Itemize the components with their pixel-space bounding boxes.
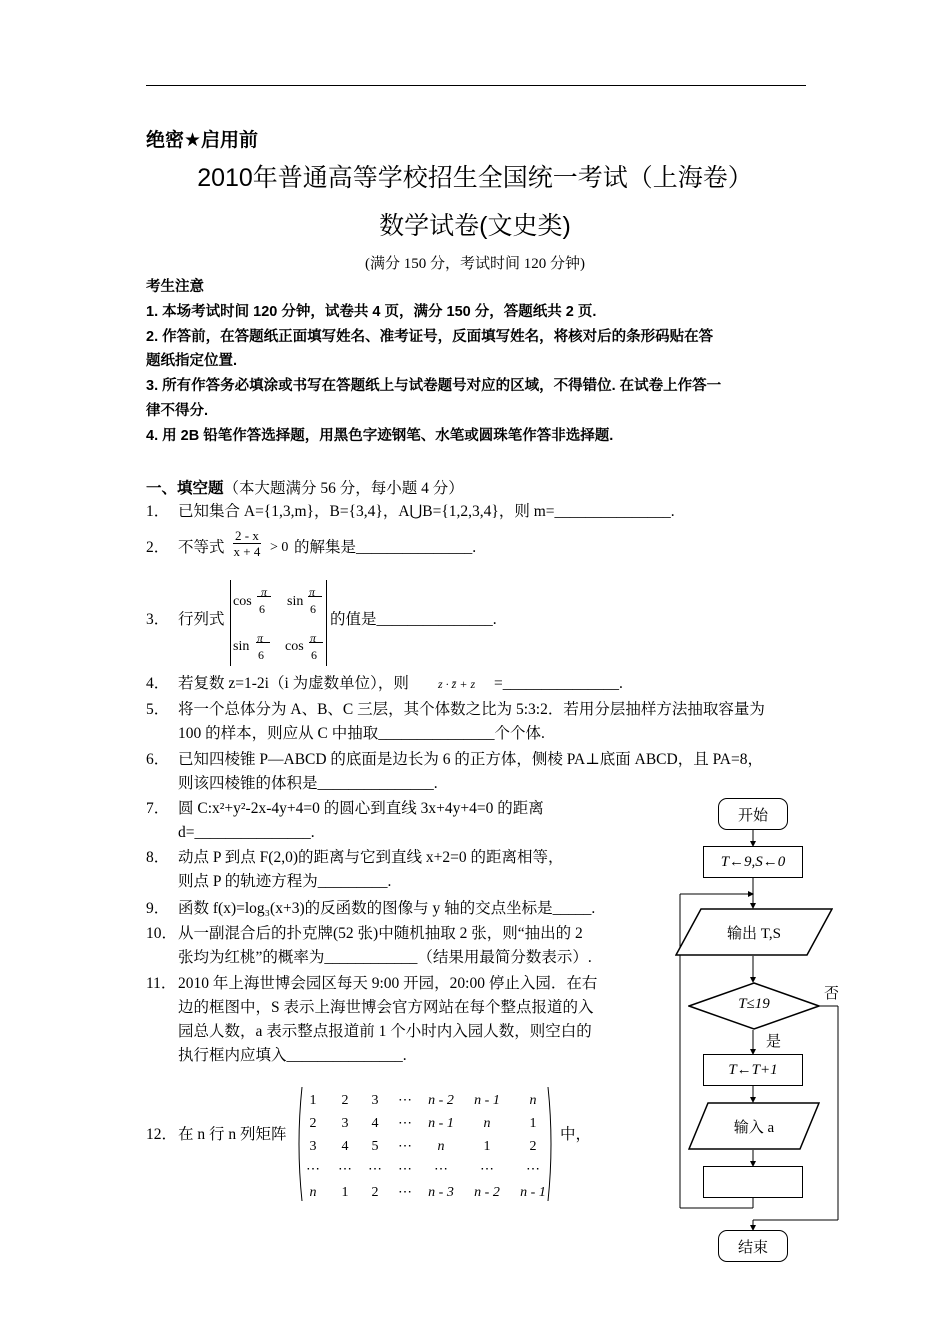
flow-condition-label: T≤19 — [738, 996, 770, 1012]
det-cos: cos — [233, 594, 252, 609]
flow-init: T←9,S←0 — [703, 846, 803, 878]
flow-condition — [688, 982, 820, 1030]
notice-item: 律不得分. — [146, 403, 209, 419]
matrix-cell: ⋯ — [368, 1162, 382, 1177]
matrix-cell: 2 — [341, 1093, 349, 1108]
question-number: 4． — [146, 675, 170, 692]
matrix-cell: 5 — [371, 1139, 379, 1154]
flow-yes-label: 是 — [766, 1034, 782, 1050]
matrix-cell: 1 — [309, 1093, 317, 1108]
matrix-cell: n - 3 — [428, 1185, 454, 1200]
flow-start: 开始 — [718, 798, 788, 830]
question-text: 已知集合 A={1,3,m}，B={3,4}，A⋃B={1,2,3,4}，则 m=_______________. — [178, 503, 675, 520]
matrix-cell: n — [529, 1093, 537, 1108]
frac-six: 6 — [259, 602, 265, 616]
question-text: 函数 f(x)=log₃(x+3)的反函数的图像与 y 轴的交点坐标是_____. — [178, 900, 596, 917]
flow-no-label: 否 — [824, 986, 840, 1002]
flow-output — [675, 908, 833, 956]
question-3 — [146, 580, 786, 670]
matrix-cell: ⋯ — [398, 1185, 412, 1200]
question-number: 10． — [146, 925, 178, 942]
question-line: 执行框内应填入_______________. — [178, 1047, 407, 1064]
question-post: 中， — [560, 1126, 592, 1143]
notice-item: 3. 所有作答务必填涂或书写在答题纸上与试卷题号对应的区域，不得错位. 在试卷上作答一 — [146, 378, 722, 394]
matrix-cell: 1 — [483, 1139, 491, 1154]
secret-label: 绝密★启用前 — [146, 130, 259, 151]
question-line: d=_______________. — [178, 824, 315, 841]
question-number: 5． — [146, 701, 170, 718]
question-line: 圆 C:x²+y²-2x-4y+4=0 的圆心到直线 3x+4y+4=0 的距离 — [178, 800, 544, 817]
pi-symbol: π — [257, 631, 264, 645]
question-12 — [146, 1083, 666, 1205]
question-line: 将一个总体分为 A、B、C 三层，其个体数之比为 5:3:2．若用分层抽样方法抽取容量为 — [178, 701, 765, 718]
section-title: 一、填空题 — [146, 480, 224, 497]
matrix-cell: 3 — [371, 1093, 379, 1108]
matrix-cell: n - 1 — [428, 1116, 454, 1131]
flow-increment: T←T+1 — [703, 1054, 803, 1086]
notice-item: 4. 用 2B 铅笔作答选择题，用黑色字迹钢笔、水笔或圆珠笔作答非选择题. — [146, 428, 614, 444]
flow-input-label: 输入 a — [733, 1120, 775, 1136]
flow-output-label: 输出 T,S — [727, 926, 781, 942]
pi-symbol: π — [310, 631, 317, 645]
question-number: 6． — [146, 751, 170, 768]
exam-title: 2010年普通高等学校招生全国统一考试（上海卷） — [197, 164, 753, 192]
determinant — [230, 580, 327, 666]
notice-heading: 考生注意 — [146, 279, 204, 295]
matrix — [294, 1085, 556, 1203]
flow-blank-box — [703, 1166, 803, 1198]
matrix-cell: ⋯ — [526, 1162, 540, 1177]
question-text: 若复数 z=1-2i（i 为虚数单位），则 — [178, 675, 409, 692]
top-rule — [146, 85, 806, 86]
matrix-cell: n — [309, 1185, 317, 1200]
exam-subtitle: 数学试卷(文史类) — [379, 212, 571, 240]
question-pre: 在 n 行 n 列矩阵 — [178, 1126, 287, 1143]
question-line: 动点 P 到点 F(2,0)的距离与它到直线 x+2=0 的距离相等， — [178, 849, 564, 866]
question-line: 园总人数，a 表示整点报道前 1 个小时内入园人数，则空白的 — [178, 1023, 592, 1040]
matrix-cell: 1 — [529, 1116, 537, 1131]
notice-item: 2. 作答前，在答题纸正面填写姓名、准考证号，反面填写姓名，将核对后的条形码贴在答 — [146, 329, 714, 345]
question-line: 从一副混合后的扑克牌(52 张)中随机抽取 2 张，则“抽出的 2 — [178, 925, 583, 942]
fraction — [233, 528, 261, 559]
question-number: 12． — [146, 1126, 178, 1143]
matrix-cell: 4 — [341, 1139, 349, 1154]
flow-input — [688, 1102, 820, 1150]
question-line: 2010 年上海世博会园区每天 9:00 开园，20:00 停止入园．在右 — [178, 975, 598, 992]
question-number: 7． — [146, 800, 170, 817]
question-line: 已知四棱锥 P—ABCD 的底面是边长为 6 的正方体，侧棱 PA⊥底面 ABCD，且 PA=8， — [178, 751, 763, 768]
numerator: 2 - x — [235, 528, 259, 543]
inequality: > 0 — [270, 540, 289, 555]
matrix-cell: 2 — [529, 1139, 537, 1154]
matrix-cell: n - 2 — [474, 1185, 500, 1200]
section-heading — [146, 476, 464, 498]
question-post: 的值是_______________. — [330, 611, 497, 628]
question-pre: 行列式 — [178, 611, 225, 628]
det-cos: cos — [285, 639, 304, 654]
frac-six: 6 — [310, 602, 316, 616]
question-2 — [146, 528, 786, 570]
det-sin: sin — [287, 594, 304, 609]
matrix-cell: ⋯ — [398, 1139, 412, 1154]
question-number: 3． — [146, 611, 170, 628]
question-number: 2． — [146, 539, 170, 556]
matrix-cell: 3 — [341, 1116, 349, 1131]
det-sin: sin — [233, 639, 250, 654]
question-line: 张均为红桃”的概率为____________（结果用最简分数表示）. — [178, 949, 592, 966]
matrix-cell: n - 1 — [520, 1185, 546, 1200]
question-line: 100 的样本，则应从 C 中抽取_______________个个体. — [178, 725, 545, 742]
matrix-cell: ⋯ — [398, 1093, 412, 1108]
matrix-cell: n - 1 — [474, 1093, 500, 1108]
matrix-cell: ⋯ — [338, 1162, 352, 1177]
section-note: （本大题满分 56 分，每小题 4 分） — [223, 480, 464, 497]
question-post: 的解集是_______________. — [294, 539, 477, 556]
pi-symbol: π — [260, 585, 267, 599]
score-time: (满分 150 分，考试时间 120 分钟) — [365, 256, 585, 272]
frac-six: 6 — [258, 648, 264, 662]
matrix-cell: 1 — [341, 1185, 349, 1200]
question-line: 边的框图中，S 表示上海世博会官方网站在每个整点报道的入 — [178, 999, 594, 1016]
complex-expression: z · z̄ + z — [438, 677, 476, 691]
matrix-cell: 2 — [309, 1116, 317, 1131]
flow-end: 结束 — [718, 1230, 788, 1262]
matrix-cell: ⋯ — [480, 1162, 494, 1177]
matrix-cell: 3 — [309, 1139, 317, 1154]
pi-symbol: π — [309, 585, 316, 599]
flowchart — [670, 790, 850, 1270]
question-line: 则该四棱锥的体积是_______________. — [178, 775, 438, 792]
question-number: 8． — [146, 849, 170, 866]
matrix-cell: 2 — [371, 1185, 379, 1200]
question-number: 9． — [146, 900, 170, 917]
question-number: 11． — [146, 975, 177, 992]
frac-six: 6 — [311, 648, 317, 662]
question-number: 1． — [146, 503, 170, 520]
question-pre: 不等式 — [178, 539, 225, 556]
notice-item: 题纸指定位置. — [146, 353, 238, 369]
matrix-cell: ⋯ — [306, 1162, 320, 1177]
question-line: 则点 P 的轨迹方程为_________. — [178, 873, 392, 890]
matrix-cell: ⋯ — [398, 1116, 412, 1131]
matrix-cell: ⋯ — [398, 1162, 412, 1177]
matrix-cell: 4 — [371, 1116, 379, 1131]
matrix-cell: ⋯ — [434, 1162, 448, 1177]
notice-item: 1. 本场考试时间 120 分钟，试卷共 4 页，满分 150 分，答题纸共 2 页. — [146, 304, 597, 320]
question-post: =_______________. — [494, 675, 623, 692]
matrix-cell: n — [483, 1116, 491, 1131]
denominator: x + 4 — [233, 544, 261, 559]
matrix-cell: n — [437, 1139, 445, 1154]
matrix-cell: n - 2 — [428, 1093, 454, 1108]
